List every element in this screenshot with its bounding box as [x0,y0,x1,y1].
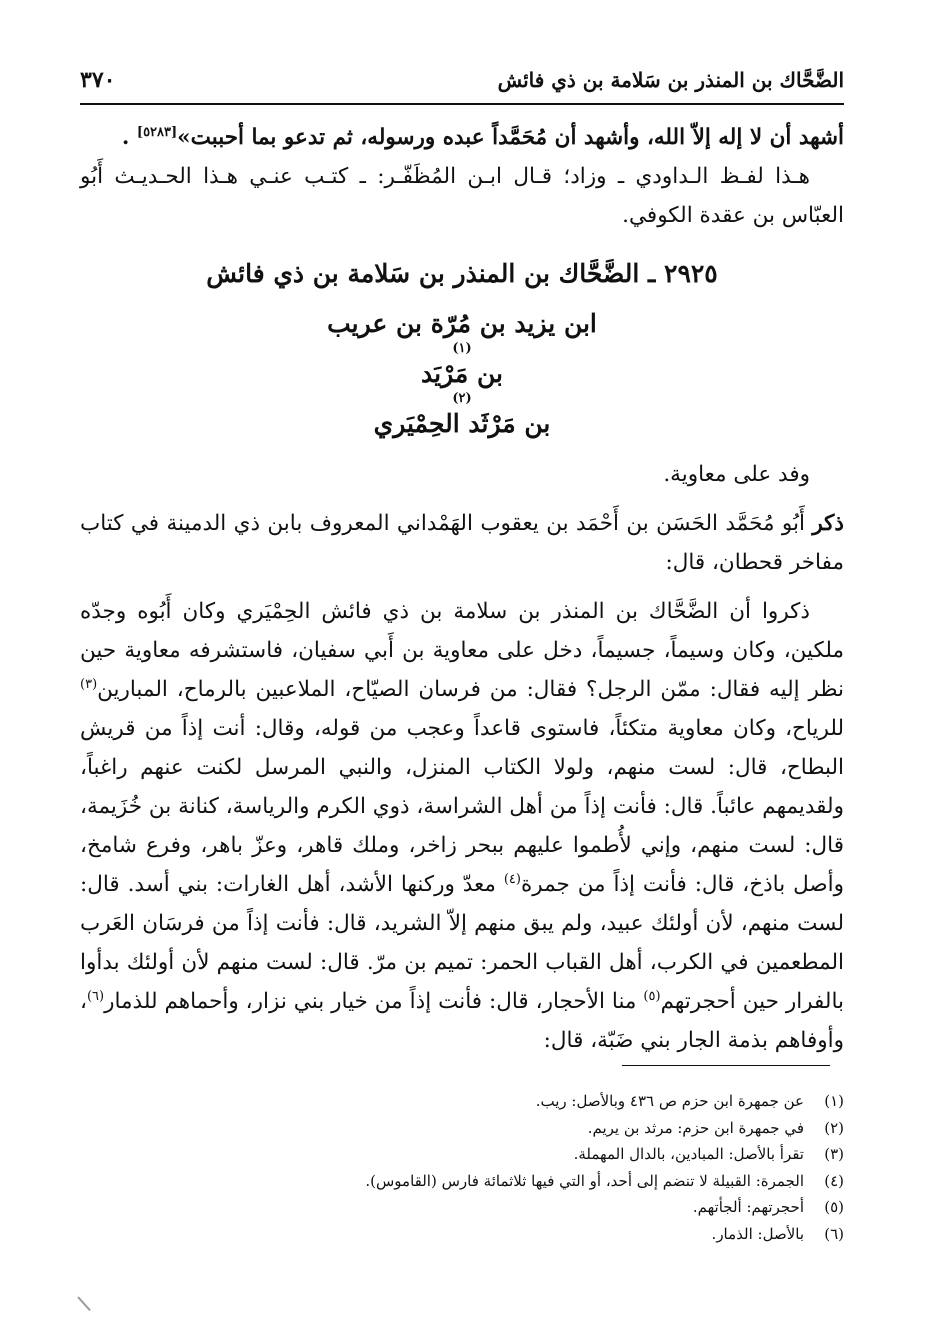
entry-heading [80,249,844,449]
narrative-part-1: ذكروا أن الضَّحَّاك بن المنذر بن سلامة بن ذي فائش الحِمْيَري وكان أَبُوه وجدّه ملكين، وكان وسيماً، جسيماً، دخل على معاوية بن أَبي سفيان، فاستشرفه معاوية حين نظر إليه فقال: ممّن الرجل؟ فقال: من فرسان الصيّاح، الملاعبين بالرماح، المبارين [80,599,844,702]
wafd-line: وفد على معاوية. [663,462,810,487]
footnote-ref-5: (٥) [643,988,661,1004]
dhikr-text: أَبُو مُحَمَّد الحَسَن بن أَحْمَد بن يعقوب الهَمْداني المعروف بابن ذي الدمينة في كتاب مفاخر قحطان، قال: [80,511,844,575]
footnote-number: (٤) [824,1171,844,1190]
footnote-item [124,1088,844,1115]
heading-lineage-c: بن مَرْثَد الحِمْيَري [373,409,551,438]
narrative-part-3: معدّ وركنها الأشد، أهل الغارات: بني أسد. قال: لست منهم، لأن أولئك عبيد، ولم يبق منهم إلاّ الشريد، قال: فأنت إذاً من فرسَان العَرب المطعمين في الكرب، أهل القباب الحمر: تميم بن مرّ. قال: لست منهم لأن أولئك بدأوا بالفرار حين أحجرتهم [80,872,845,1014]
dhikr-lead: ذكر [812,511,844,536]
narrative-part-5: ، وأوفاهم بذمة الجار بني ضَبّة، قال: [80,989,844,1053]
entry-heading-line-2: ابن يزيد بن مُرّة بن عريب (١) بن مَرْيَد (٢) بن مَرْثَد الحِمْيَري [80,299,844,449]
narrative-part-4: منا الأحجار، قال: فأنت إذاً من خيار بني نزار، وأحماهم للذمار [104,989,644,1014]
footnote-item [124,1115,844,1142]
footnote-ref-3: (٣) [80,676,98,692]
main-text [80,118,844,1060]
running-header [80,60,844,100]
footnotes-list [124,1088,844,1247]
header-divider [80,103,844,105]
hadith-reference: [٥٢٨٣] [136,124,178,140]
page-number: ٣٧٠ [80,67,116,93]
footnote-item [124,1221,844,1248]
transmission-note: هـذا لفـظ الـداودي ـ وزاد؛ قـال ابـن المُظَفّـر: ـ كتـب عنـي هـذا الحـديـث أَبُو العبّاس بن عقدة الكوفي. [80,164,844,228]
footnote-item [124,1168,844,1195]
heading-lineage-b: بن مَرْيَد [421,359,503,388]
narrative-part-2: للرياح، وكان معاوية متكئاً، فاستوى قاعداً وعجب من قوله، وقال: أنت إذاً من قريش البطاح، قال: لست منهم، ولولا الكتاب المنزل، والنبي المرسل لكنت عنهم راغباً، ولقديمهم عائباً. قال: فأنت إذاً من أهل الشراسة، ذوي الكرم والرياسة، كنانة بن خُزَيمة، قال: لست منهم، وإني لأُطموا عليهم ببحر زاخر، وملك قاهر، وعزّ باهر، وفرع شامخ، وأصل باذخ، قال: فأنت إذاً من جمرة [80,716,844,897]
footnote-number: (٦) [824,1224,844,1243]
footnote-text: في جمهرة ابن حزم: مرثد بن يريم. [587,1118,804,1137]
footnote-number: (٥) [824,1198,844,1216]
footnote-text: بالأصل: الذمار. [711,1224,804,1243]
hadith-quote: أشهد أن لا إله إلاّ الله، وأشهد أن مُحَمَّداً عبده ورسوله، ثم تدعو بما أحببت» [177,125,844,150]
footnote-text: أحجرتهم: ألجأتهم. [692,1198,804,1216]
footnote-text: عن جمهرة ابن حزم ص ٤٣٦ وبالأصل: ريب. [535,1092,804,1110]
footnote-number: (٣) [824,1145,844,1163]
footnote-text: الجمرة: القبيلة لا تنضم إلى أحد، أو التي فيها ثلاثمائة فارس (القاموس). [365,1171,804,1190]
footnote-divider [622,1065,830,1066]
footnote-item [124,1194,844,1221]
narrative-paragraph [80,592,844,1060]
entry-heading-line-1: ٢٩٢٥ ـ الضَّحَّاك بن المنذر بن سَلامة بن ذي فائش [206,259,718,288]
footnote-number: (١) [824,1092,844,1110]
footnote-item [124,1141,844,1168]
heading-lineage-a: ابن يزيد بن مُرّة بن عريب [327,309,597,338]
footnote-text: تقرأ بالأصل: المبادين، بالدال المهملة. [573,1145,804,1163]
hadith-period: . [121,125,130,150]
footnote-number: (٢) [824,1118,844,1137]
footnote-ref-4: (٤) [503,871,521,887]
hadith-ending [80,118,844,157]
source-citation [80,504,844,582]
running-title: الضَّحَّاك بن المنذر بن سَلامة بن ذي فائش [497,68,844,92]
scan-mark [77,1296,91,1311]
footnote-ref-6: (٦) [86,988,105,1004]
